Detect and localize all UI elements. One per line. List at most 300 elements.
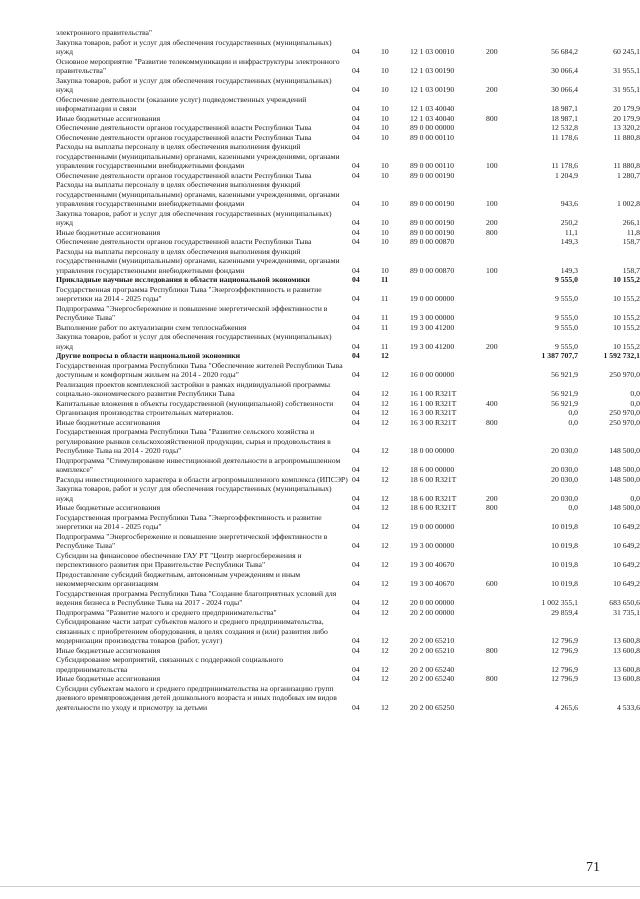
row-amount-2: 250 970,0 — [609, 370, 640, 379]
row-csr: 89 0 00 00870 — [410, 237, 455, 246]
row-amount-2: 10 649,2 — [613, 579, 640, 588]
row-amount-1: 56 921,9 — [551, 389, 578, 398]
row-amount-1: 9 555,0 — [554, 341, 578, 351]
row-razdel: 04 — [352, 341, 360, 351]
row-amount-1: 1 387 707,7 — [541, 351, 578, 360]
row-csr: 89 0 00 00000 — [410, 123, 455, 132]
row-amount-2: 0,0 — [630, 493, 640, 503]
table-row — [54, 589, 640, 608]
row-amount-2: 31 955,1 — [613, 85, 640, 94]
row-podrazdel: 10 — [381, 47, 389, 56]
row-amount-2: 11 880,8 — [613, 132, 640, 142]
row-razdel: 04 — [352, 85, 360, 94]
row-amount-1: 12 796,9 — [551, 636, 578, 645]
row-amount-2: 4 533,6 — [616, 702, 640, 712]
row-podrazdel: 12 — [381, 560, 389, 569]
row-razdel: 04 — [352, 218, 360, 227]
row-amount-1: 10 019,8 — [551, 579, 578, 588]
row-name: Закупка товаров, работ и услуг для обеспечения государственных (муниципальных) нужд — [56, 75, 332, 94]
row-amount-2: 11,8 — [626, 227, 640, 237]
row-name: Иные бюджетные ассигнования — [56, 674, 161, 683]
row-razdel: 04 — [352, 522, 360, 531]
table-row — [54, 570, 640, 589]
table-row — [54, 551, 640, 570]
row-podrazdel: 11 — [381, 275, 389, 284]
row-amount-2: 10 155,2 — [613, 294, 640, 303]
table-row — [54, 380, 640, 399]
row-amount-2: 20 179,9 — [613, 104, 640, 113]
row-csr: 18 0 00 00000 — [410, 446, 455, 455]
table-row — [54, 285, 640, 304]
row-csr: 89 0 00 00190 — [410, 170, 455, 180]
row-razdel — [350, 28, 379, 38]
row-vr: 400 — [486, 398, 498, 408]
table-row — [54, 76, 640, 95]
row-razdel: 04 — [352, 446, 360, 455]
row-csr: 18 6 00 R321Т — [410, 503, 457, 512]
row-name: Иные бюджетные ассигнования — [56, 503, 161, 512]
row-amount-2: 13 600,8 — [613, 645, 640, 655]
row-vr — [484, 133, 516, 143]
row-name: Иные бюджетные ассигнования — [56, 417, 161, 427]
row-razdel: 04 — [352, 161, 360, 170]
row-vr — [484, 275, 516, 285]
row-amount-1: 56 684,2 — [551, 47, 578, 56]
row-razdel: 04 — [352, 294, 360, 303]
row-razdel: 04 — [352, 645, 360, 655]
row-podrazdel: 11 — [381, 294, 389, 303]
row-name: Субсидии на финансовое обеспечение ГАУ РТ "Центр энергосбережения и перспективного развития при Правительстве Республики Тыва" — [56, 550, 302, 569]
row-vr: 800 — [486, 674, 498, 683]
row-amount-1: 18 987,1 — [551, 113, 578, 123]
table-row — [54, 361, 640, 380]
table-row — [54, 427, 640, 456]
row-razdel: 04 — [352, 541, 360, 550]
row-vr: 600 — [486, 579, 498, 588]
row-name: Субсидирование мероприятий, связанных с поддержкой социального предпринимательства — [56, 655, 284, 674]
page-number: 71 — [586, 860, 600, 875]
row-vr — [484, 617, 516, 646]
table-row — [54, 646, 640, 656]
row-amount-1: 11 178,6 — [551, 132, 578, 142]
row-vr — [484, 655, 516, 674]
row-podrazdel: 12 — [381, 370, 389, 379]
row-razdel: 04 — [352, 47, 360, 56]
row-razdel: 04 — [352, 313, 360, 322]
row-razdel: 04 — [352, 170, 360, 180]
table-row — [54, 123, 640, 133]
row-amount-1: 9 555,0 — [554, 275, 578, 284]
row-name: Другие вопросы в области национальной экономики — [56, 351, 241, 360]
row-vr: 200 — [486, 218, 498, 227]
row-amount-1: 11,1 — [564, 227, 578, 237]
table-row — [54, 418, 640, 428]
row-amount-2: 158,7 — [622, 265, 640, 275]
row-csr: 89 0 00 00110 — [410, 132, 454, 142]
row-razdel: 04 — [352, 598, 360, 607]
row-vr: 800 — [486, 503, 498, 512]
row-name: Обеспечение деятельности органов государственной власти Республики Тыва — [56, 123, 312, 132]
row-csr: 19 3 00 00000 — [410, 541, 455, 550]
row-amount-1: 10 019,8 — [551, 522, 578, 531]
table-row — [54, 408, 640, 418]
table-row — [54, 475, 640, 485]
row-amount-2: 683 650,6 — [609, 598, 640, 607]
table-row — [54, 180, 640, 209]
row-amount-2: 148 500,0 — [609, 465, 640, 474]
row-vr: 100 — [486, 265, 498, 275]
row-csr: 19 3 00 41200 — [410, 341, 455, 351]
row-podrazdel: 12 — [381, 645, 389, 655]
row-amount-1: 20 030,0 — [551, 474, 578, 484]
row-podrazdel: 10 — [381, 218, 389, 227]
row-razdel: 04 — [352, 579, 360, 588]
table-row — [54, 513, 640, 532]
row-name: Капитальные вложения в объекты государственной (муниципальной) собственности — [56, 398, 334, 408]
row-csr: 16 0 00 00000 — [410, 370, 455, 379]
row-amount-1: 9 555,0 — [554, 294, 578, 303]
table-row — [54, 674, 640, 684]
row-amount-2: 1 280,7 — [616, 170, 640, 180]
row-name: электронного правительства" — [56, 28, 153, 37]
row-amount-1: 943,6 — [560, 199, 578, 208]
row-razdel: 04 — [352, 237, 360, 246]
row-vr — [484, 456, 516, 475]
table-row — [54, 608, 640, 618]
row-amount-1: 0,0 — [568, 503, 578, 512]
row-amount-1: 12 796,9 — [551, 664, 578, 674]
row-csr: 20 2 00 65210 — [410, 645, 455, 655]
row-podrazdel: 10 — [381, 161, 389, 170]
row-name: Субсидирование части затрат субъектов малого и среднего предпринимательства, связанных с приобретением оборудования, в целях создания и (или) развития либо модернизации производства товаров (работ, услуг) — [56, 617, 328, 645]
row-csr: 20 2 00 00000 — [410, 607, 455, 617]
row-vr — [484, 589, 516, 608]
row-name: Расходы на выплаты персоналу в целях обеспечения выполнения функций государственными (муниципальными) органами, казенными учреждениями, органами управления государственными внебюджетными фондами — [56, 142, 340, 170]
row-razdel: 04 — [352, 123, 360, 132]
row-name: Организация производства строительных материалов. — [56, 408, 234, 417]
table-row — [54, 351, 640, 361]
row-razdel: 04 — [352, 132, 360, 142]
table-row — [54, 617, 640, 646]
row-amount-1: 10 019,8 — [551, 560, 578, 569]
row-podrazdel: 11 — [381, 322, 389, 332]
row-name: Закупка товаров, работ и услуг для обеспечения государственных (муниципальных) нужд — [56, 484, 332, 503]
row-vr — [484, 475, 516, 485]
row-name: Иные бюджетные ассигнования — [56, 645, 161, 655]
row-vr: 100 — [486, 161, 498, 170]
row-csr: 12 1 03 40040 — [410, 104, 455, 113]
row-podrazdel: 10 — [381, 265, 389, 275]
table-row — [54, 114, 640, 124]
row-amount-1: 20 030,0 — [551, 465, 578, 474]
row-vr — [484, 361, 516, 380]
row-amount-2: 250 970,0 — [609, 408, 640, 417]
row-amount-1: 149,3 — [560, 237, 578, 246]
row-amount-1: 0,0 — [568, 408, 578, 417]
row-amount-1: 30 066,4 — [551, 66, 578, 75]
row-podrazdel: 12 — [381, 465, 389, 474]
row-vr — [484, 551, 516, 570]
row-razdel: 04 — [352, 389, 360, 398]
row-amount-1: 9 555,0 — [554, 313, 578, 322]
row-razdel: 04 — [352, 493, 360, 503]
table-row — [54, 28, 640, 38]
row-podrazdel: 12 — [381, 408, 389, 417]
row-csr: 89 0 00 00190 — [410, 218, 455, 227]
row-podrazdel: 12 — [381, 636, 389, 645]
row-csr: 16 3 00 R321Т — [410, 408, 457, 417]
row-podrazdel — [379, 28, 408, 38]
row-podrazdel: 10 — [381, 132, 389, 142]
row-csr: 19 0 00 00000 — [410, 522, 455, 531]
row-csr: 19 3 00 41200 — [410, 322, 455, 332]
row-csr: 18 6 00 R321Т — [410, 474, 457, 484]
table-row — [54, 503, 640, 513]
page-bottom-line — [0, 886, 640, 887]
row-amount-1: 12 532,8 — [551, 123, 578, 132]
row-amount-1: 12 796,9 — [551, 645, 578, 655]
row-csr: 16 1 00 R321Т — [410, 389, 457, 398]
row-csr: 19 3 00 40670 — [410, 579, 455, 588]
row-name: Субсидии субъектам малого и среднего предпринимательства на организацию групп дневного времяпровождения детей дошкольного возраста и иных подобных им видов деятельности по уходу и присмотру за детьми — [56, 683, 337, 712]
row-name: Иные бюджетные ассигнования — [56, 227, 161, 237]
row-podrazdel: 11 — [381, 313, 389, 322]
row-razdel: 04 — [352, 398, 360, 408]
row-amount-1: 56 921,9 — [551, 370, 578, 379]
row-amount-1: 0,0 — [568, 417, 578, 427]
table-row — [54, 655, 640, 674]
row-razdel: 04 — [352, 560, 360, 569]
row-name: Закупка товаров, работ и услуг для обеспечения государственных (муниципальных) нужд — [56, 208, 332, 227]
row-amount-2: 10 155,2 — [613, 275, 640, 284]
row-amount-1: 10 019,8 — [551, 541, 578, 550]
row-podrazdel: 10 — [381, 113, 389, 123]
row-podrazdel: 10 — [381, 199, 389, 208]
row-csr: 12 1 03 40040 — [410, 113, 455, 123]
row-amount-1 — [516, 28, 580, 38]
row-razdel: 04 — [352, 503, 360, 512]
row-amount-2 — [580, 28, 640, 38]
row-vr: 200 — [486, 47, 498, 56]
row-name: Подпрограмма "Развитие малого и среднего предпринимательства" — [56, 607, 277, 617]
table-row — [54, 275, 640, 285]
row-name: Реализация проектов комплексной застройки в рамках индивидуальной программы социально-экономического развития Республики Тыва — [56, 379, 330, 398]
row-csr: 18 6 00 00000 — [410, 465, 455, 474]
row-vr — [484, 95, 516, 114]
row-name: Прикладные научные исследования в области национальной экономики — [56, 275, 310, 284]
row-podrazdel: 10 — [381, 227, 389, 237]
row-razdel: 04 — [352, 702, 360, 712]
row-amount-2: 10 155,2 — [613, 341, 640, 351]
row-name: Обеспечение деятельности органов государственной власти Республики Тыва — [56, 170, 312, 180]
row-amount-1: 18 987,1 — [551, 104, 578, 113]
row-name: Закупка товаров, работ и услуг для обеспечения государственных (муниципальных) нужд — [56, 37, 332, 56]
row-csr: 16 1 00 R321Т — [410, 398, 457, 408]
row-podrazdel: 12 — [381, 351, 389, 360]
row-razdel: 04 — [352, 66, 360, 75]
table-row — [54, 228, 640, 238]
table-row — [54, 399, 640, 409]
budget-table — [54, 28, 640, 712]
row-amount-2: 13 600,8 — [613, 636, 640, 645]
row-razdel: 04 — [352, 265, 360, 275]
row-amount-2: 0,0 — [630, 398, 640, 408]
table-row — [54, 332, 640, 351]
row-name: Государственная программа Республики Тыва "Энергоэффективность и развитие энергетики на 2014 - 2025 годы" — [56, 284, 322, 303]
row-amount-2: 148 500,0 — [609, 474, 640, 484]
row-podrazdel: 12 — [381, 607, 389, 617]
table-row — [54, 142, 640, 171]
row-csr: 20 2 00 65210 — [410, 636, 455, 645]
row-amount-1: 30 066,4 — [551, 85, 578, 94]
row-amount-2: 31 735,1 — [613, 607, 640, 617]
row-vr: 800 — [486, 645, 498, 655]
row-vr — [484, 380, 516, 399]
row-podrazdel: 12 — [381, 674, 389, 683]
row-vr — [484, 28, 516, 38]
row-amount-1: 20 030,0 — [551, 493, 578, 503]
row-podrazdel: 12 — [381, 417, 389, 427]
row-vr — [484, 304, 516, 323]
row-name: Обеспечение деятельности органов государственной власти Республики Тыва — [56, 132, 312, 142]
row-razdel: 04 — [352, 636, 360, 645]
row-csr: 19 0 00 00000 — [410, 294, 455, 303]
row-amount-1: 1 204,9 — [554, 170, 578, 180]
row-podrazdel: 12 — [381, 702, 389, 712]
row-amount-1: 250,2 — [560, 218, 578, 227]
row-csr: 20 0 00 00000 — [410, 598, 455, 607]
row-csr: 16 3 00 R321Т — [410, 417, 457, 427]
row-vr — [484, 427, 516, 456]
row-podrazdel: 12 — [381, 389, 389, 398]
row-amount-2: 148 500,0 — [609, 446, 640, 455]
row-amount-2: 250 970,0 — [609, 417, 640, 427]
row-razdel: 04 — [352, 227, 360, 237]
table-row — [54, 684, 640, 713]
row-vr: 800 — [486, 417, 498, 427]
table-row — [54, 532, 640, 551]
table-row — [54, 209, 640, 228]
row-amount-1: 56 921,9 — [551, 398, 578, 408]
row-vr — [484, 323, 516, 333]
row-name: Государственная программа Республики Тыва "Развитие сельского хозяйства и регулирование рынков сельскохозяйственной продукции, сырья и продовольствия в Республике Тыва на 2014 - 2020 годы" — [56, 427, 331, 455]
row-amount-2: 13 600,8 — [613, 674, 640, 683]
row-razdel: 04 — [352, 322, 360, 332]
row-name: Государственная программа Республики Тыва "Создание благоприятных условий для ведения бизнеса в Республике Тыва на 2017 - 2024 годы" — [56, 588, 337, 607]
row-vr: 800 — [486, 113, 498, 123]
table-row — [54, 323, 640, 333]
table-row — [54, 57, 640, 76]
row-podrazdel: 12 — [381, 598, 389, 607]
row-vr: 200 — [486, 493, 498, 503]
row-vr: 200 — [486, 85, 498, 94]
row-razdel: 04 — [352, 474, 360, 484]
row-vr — [484, 532, 516, 551]
row-csr: 18 6 00 R321Т — [410, 493, 457, 503]
row-name: Подпрограмма "Энергосбережение и повышение энергетической эффективности в Республике Тыва" — [56, 303, 328, 322]
row-csr — [408, 28, 484, 38]
row-amount-1: 29 859,4 — [551, 607, 578, 617]
row-amount-1: 20 030,0 — [551, 446, 578, 455]
row-name: Выполнение работ по актуализации схем теплоснабжения — [56, 322, 247, 332]
row-amount-2: 10 649,2 — [613, 560, 640, 569]
row-podrazdel: 12 — [381, 664, 389, 674]
row-podrazdel: 12 — [381, 579, 389, 588]
row-amount-1: 9 555,0 — [554, 322, 578, 332]
row-razdel: 04 — [352, 275, 360, 284]
row-name: Расходы инвестиционного характера в области агропромышленного комплекса (ИПСЭР) — [56, 474, 348, 484]
row-razdel: 04 — [352, 417, 360, 427]
row-name: Обеспечение деятельности органов государственной власти Республики Тыва — [56, 237, 312, 246]
row-podrazdel: 10 — [381, 170, 389, 180]
row-razdel: 04 — [352, 465, 360, 474]
row-amount-2: 13 600,8 — [613, 664, 640, 674]
row-amount-1: 11 178,6 — [551, 161, 578, 170]
row-csr: 89 0 00 00190 — [410, 227, 455, 237]
row-amount-2: 11 880,8 — [613, 161, 640, 170]
row-podrazdel: 12 — [381, 493, 389, 503]
row-razdel: 04 — [352, 370, 360, 379]
table-row — [54, 484, 640, 503]
row-podrazdel: 10 — [381, 66, 389, 75]
row-amount-1: 12 796,9 — [551, 674, 578, 683]
row-name: Расходы на выплаты персоналу в целях обеспечения выполнения функций государственными (муниципальными) органами, казенными учреждениями, органами управления государственными внебюджетными фондами — [56, 246, 340, 275]
row-name: Основное мероприятие "Развитие телекоммуникации и инфраструктуры электронного правительства" — [56, 56, 340, 75]
row-podrazdel: 10 — [381, 104, 389, 113]
table-row — [54, 247, 640, 276]
row-name: Иные бюджетные ассигнования — [56, 113, 161, 123]
row-amount-2: 158,7 — [622, 237, 640, 246]
row-razdel: 04 — [352, 104, 360, 113]
row-razdel: 04 — [352, 113, 360, 123]
row-csr: 19 3 00 00000 — [410, 313, 455, 322]
row-vr: 200 — [486, 341, 498, 351]
row-amount-2: 10 155,2 — [613, 313, 640, 322]
row-razdel: 04 — [352, 664, 360, 674]
row-vr — [484, 351, 516, 361]
row-razdel: 04 — [352, 607, 360, 617]
row-podrazdel: 12 — [381, 474, 389, 484]
row-name: Подпрограмма "Стимулирование инвестиционной деятельности в агропромышленном комплексе" — [56, 455, 341, 474]
row-name: Предоставление субсидий бюджетным, автономным учреждениям и иным некоммерческим организациям — [56, 569, 301, 588]
row-name: Государственная программа Республики Тыва "Энергоэффективность и развитие энергетики на 2014 - 2025 годы" — [56, 512, 322, 531]
row-csr — [408, 351, 484, 361]
row-amount-2: 0,0 — [630, 389, 640, 398]
row-amount-1: 149,3 — [560, 265, 578, 275]
row-csr: 20 2 00 65240 — [410, 664, 455, 674]
row-vr — [484, 285, 516, 304]
row-razdel: 04 — [352, 199, 360, 208]
row-csr: 89 0 00 00190 — [410, 199, 455, 208]
row-razdel: 04 — [352, 408, 360, 417]
row-vr — [484, 123, 516, 133]
row-amount-1: 4 265,6 — [554, 702, 578, 712]
row-amount-2: 10 155,2 — [613, 322, 640, 332]
row-podrazdel: 12 — [381, 541, 389, 550]
row-csr — [408, 275, 484, 285]
row-csr: 19 3 00 40670 — [410, 560, 455, 569]
row-csr: 12 1 03 00190 — [410, 66, 455, 75]
row-csr: 20 2 00 65250 — [410, 702, 455, 712]
row-amount-2: 10 649,2 — [613, 541, 640, 550]
table-row — [54, 237, 640, 247]
row-razdel: 04 — [352, 351, 360, 360]
row-csr: 12 1 03 00190 — [410, 85, 455, 94]
row-amount-2: 60 245,1 — [613, 47, 640, 56]
row-amount-1: 1 002 355,1 — [541, 598, 578, 607]
table-row — [54, 304, 640, 323]
row-podrazdel: 10 — [381, 123, 389, 132]
